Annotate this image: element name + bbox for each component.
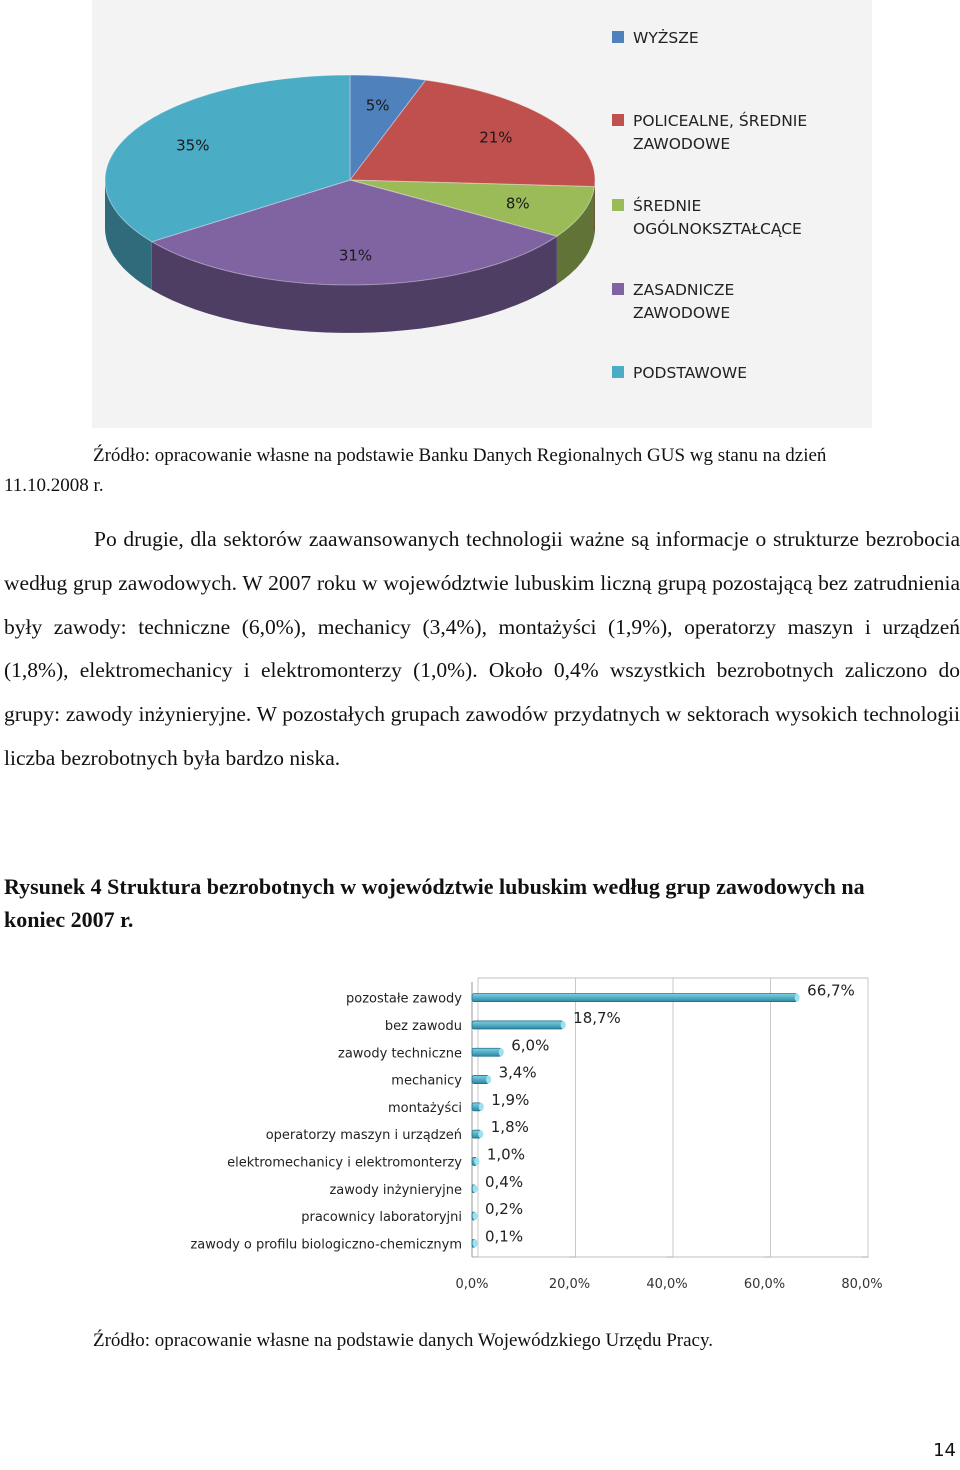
bar-cap <box>499 1048 504 1056</box>
bar-chart <box>82 968 882 1298</box>
bar-value-label: 6,0% <box>511 1036 550 1055</box>
legend-swatch-4 <box>612 366 624 378</box>
bar-value-label: 0,1% <box>485 1227 524 1246</box>
bar-category-label: bez zawodu <box>384 1018 462 1034</box>
legend-label-0: WYŻSZE <box>633 29 699 47</box>
pie-chart-svg <box>92 0 872 428</box>
bar-category-label: zawody inżynieryjne <box>329 1182 462 1198</box>
legend-swatch-1 <box>612 114 624 126</box>
bar-cap <box>486 1076 491 1084</box>
bar-cap <box>561 1021 566 1029</box>
figure-title: Rysunek 4 Struktura bezrobotnych w województwie lubuskim według grup zawodowych na koniec 2007 r. <box>4 874 865 932</box>
bar-value-label: 1,8% <box>490 1118 529 1137</box>
x-tick-label: 80,0% <box>841 1277 882 1292</box>
bar-value-label: 1,0% <box>486 1145 525 1164</box>
legend-label-1: POLICEALNE, ŚREDNIE ZAWODOWE <box>633 112 808 153</box>
bar-2 <box>472 1048 501 1056</box>
bar-cap <box>473 1185 478 1193</box>
bar-chart-svg <box>82 968 882 1298</box>
pie-data-label: 5% <box>365 96 390 115</box>
legend-swatch-3 <box>612 283 624 295</box>
bar-cap <box>478 1130 483 1138</box>
bar-category-label: elektromechanicy i elektromonterzy <box>227 1155 462 1171</box>
pie-chart <box>92 0 872 428</box>
page-number: 14 <box>933 1440 956 1461</box>
pie-data-label: 31% <box>338 246 373 265</box>
bar-value-label: 0,2% <box>485 1200 524 1219</box>
x-tick-label: 20,0% <box>548 1277 591 1292</box>
pie-source-line1: Źródło: opracowanie własne na podstawie Banku Danych Regionalnych GUS wg stanu na dzień <box>93 445 827 466</box>
legend-label-2: ŚREDNIE OGÓLNOKSZTAŁCĄCE <box>633 197 802 238</box>
bar-source: Źródło: opracowanie własne na podstawie danych Wojewódzkiego Urzędu Pracy. <box>93 1330 713 1351</box>
x-tick-label: 40,0% <box>646 1277 688 1292</box>
x-tick-label: 60,0% <box>743 1277 786 1292</box>
bar-value-label: 18,7% <box>573 1008 621 1027</box>
bar-value-label: 66,7% <box>807 981 855 1000</box>
x-tick-label: 0,0% <box>455 1277 489 1292</box>
pie-data-label: 21% <box>479 128 513 147</box>
bar-cap <box>479 1103 484 1111</box>
pie-data-label: 35% <box>176 136 210 155</box>
bar-value-label: 3,4% <box>498 1063 537 1082</box>
bar-category-label: operatorzy maszyn i urządzeń <box>265 1128 462 1144</box>
bar-category-label: mechanicy <box>391 1073 462 1089</box>
legend-label-4: PODSTAWOWE <box>633 364 747 382</box>
bar-cap <box>474 1157 479 1165</box>
bar-category-label: pracownicy laboratoryjni <box>301 1210 462 1226</box>
body-paragraph: Po drugie, dla sektorów zaawansowanych technologii ważne są informacje o strukturze bezrobocia według grup zawodowych. W 2007 roku w województwie lubuskim liczną grupą pozostającą bez zatrudnienia były zawody: techniczne (6,0%), mechanicy (3,4%), montażyści (1,9%), operatorzy maszyn i urządzeń (1,8%), elektromechanicy i elektromonterzy (1,0%). Około 0,4% wszystkich bezrobotnych zaliczono do grupy: zawody inżynieryjne. W pozostałych grupach zawodów przydatnych w sektorach wysokich technologii liczba bezrobotnych była bardzo niska. <box>4 527 960 770</box>
legend-swatch-0 <box>612 31 624 43</box>
bar-category-label: montażyści <box>388 1100 462 1116</box>
pie-legend <box>612 28 807 382</box>
legend-swatch-2 <box>612 199 624 211</box>
bar-category-label: pozostałe zawody <box>346 991 462 1007</box>
bar-category-label: zawody o profilu biologiczno-chemicznym <box>190 1237 462 1253</box>
pie-data-label: 8% <box>505 194 530 213</box>
bar-value-label: 1,9% <box>491 1090 530 1109</box>
pie-source-line2: 11.10.2008 r. <box>4 475 104 496</box>
bar-cap <box>473 1212 478 1220</box>
bar-cap <box>795 994 800 1002</box>
bar-category-label: zawody techniczne <box>338 1046 462 1062</box>
bar-cap <box>473 1239 478 1247</box>
legend-label-3: ZASADNICZE ZAWODOWE <box>633 281 735 322</box>
bar-value-label: 0,4% <box>485 1172 524 1191</box>
bar-0 <box>472 994 797 1002</box>
bar-1 <box>472 1021 563 1029</box>
